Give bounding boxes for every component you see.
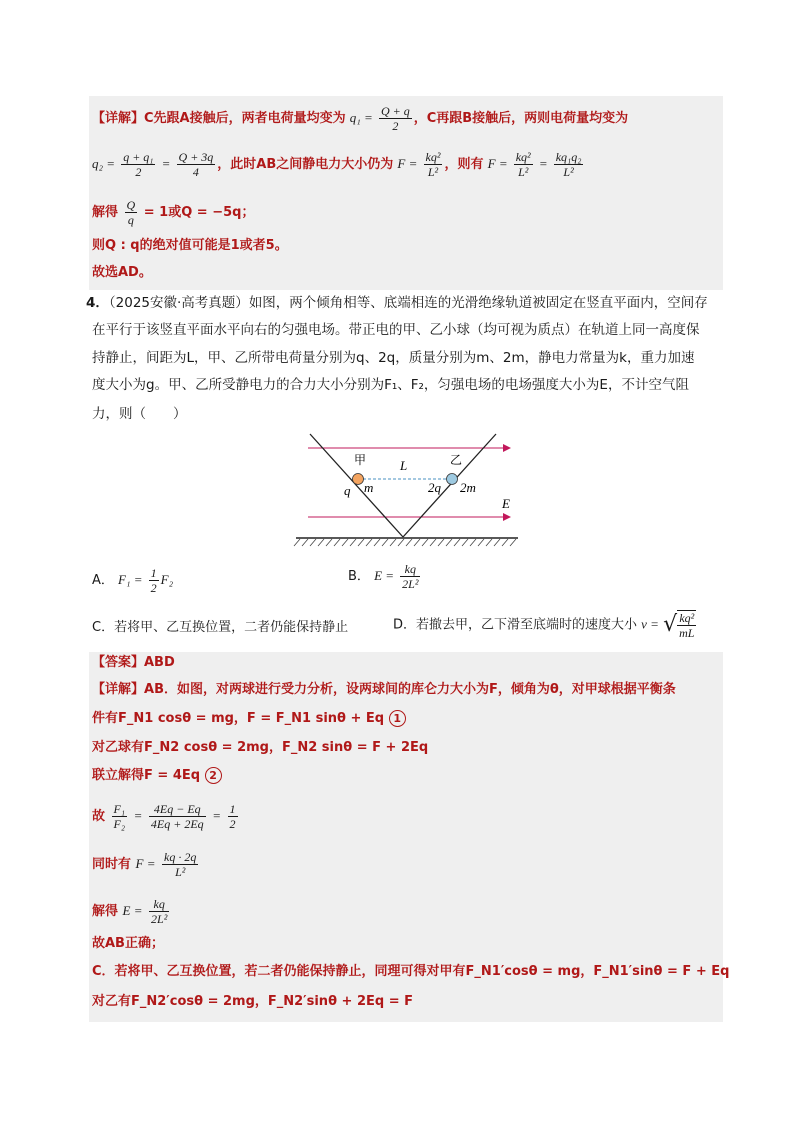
fraction: $\frac{Q + q}{2}$ bbox=[380, 104, 410, 133]
label-L: L bbox=[400, 458, 408, 473]
question-line-5: 力，则（ ） bbox=[92, 406, 187, 422]
label-m: m bbox=[364, 480, 374, 495]
prev-conclusion: 故选AD。 bbox=[92, 265, 152, 280]
answer-detail-1: 【详解】AB．如图，对两球进行受力分析，设两球间的库仑力大小为F，倾角为θ，对甲球根据平衡条 bbox=[92, 682, 676, 697]
label-q: q bbox=[344, 483, 351, 498]
answer-label: 【答案】ABD bbox=[92, 655, 175, 670]
label-yi: 乙 bbox=[450, 453, 463, 467]
answer-detail-6: 同时有 F = $\frac{kq \cdot 2q}{\text{L²}}$ bbox=[92, 850, 197, 879]
answer-detail-2: 件有F_N1 cosθ = mg，F = F_N1 sinθ + Eq 1 bbox=[92, 709, 406, 729]
track-diagram bbox=[288, 430, 528, 550]
left-track bbox=[310, 434, 403, 537]
prev-detail-line-1: 【详解】C先跟A接触后，两者电荷量均变为 q₁ = $\frac{Q + q}{2}$ ，C再跟B接触后，两则电荷量均变为 bbox=[92, 104, 629, 133]
choice-C[interactable]: C．若将甲、乙互换位置，二者仍能保持静止 bbox=[92, 620, 349, 635]
label-2q: 2q bbox=[428, 480, 441, 495]
prev-detail-line-3: 解得 $\frac{Q}{q}$ = 1或Q = −5q； bbox=[92, 198, 255, 227]
prev-detail-line-4: 则Q : q的绝对值可能是1或者5。 bbox=[92, 238, 288, 253]
choice-D[interactable]: D．若撤去甲，乙下滑至底端时的速度大小 v = √ $\frac{\text{kq²}}{mL}$ bbox=[393, 611, 695, 640]
choice-B[interactable]: B． E = $\frac{kq}{\text{2L²}}$ bbox=[348, 562, 419, 591]
question-line-4: 度大小为g。甲、乙所受静电力的合力大小分别为F₁、F₂，匀强电场的电场强度大小为E，不计空气阻 bbox=[92, 377, 689, 393]
choice-A[interactable]: A． F₁ = $\frac{1}{2}$ F₂ bbox=[92, 566, 174, 595]
answer-detail-5: 故 $\frac{\text{F₁}}{\text{F₂}}$ = $\frac{4Eq - Eq}{4Eq + 2Eq}$ = $\frac{1}{2}$ bbox=[92, 802, 236, 831]
answer-detail-4: 联立解得F = 4Eq 2 bbox=[92, 766, 222, 786]
question-line-2: 在平行于该竖直平面水平向右的匀强电场。带正电的甲、乙小球（均可视为质点）在轨道上同一高度保 bbox=[92, 322, 700, 338]
prev-detail-line-2: q₂ = $\frac{\text{q + q₁}}{2}$ = $\frac{Q + 3q}{4}$ ，此时AB之间静电力大小仍为 F = $\frac{\text{kq²}}{\text{L²}}$ ，则有 F = $\frac{\text{kq²}}{\text{L²}}$ = $\frac{\text{kq₁q₂}}{\text{L²}}$ bbox=[92, 150, 582, 179]
circled-number: 2 bbox=[205, 767, 222, 784]
answer-detail-8: 故AB正确； bbox=[92, 936, 164, 951]
question-source: （2025安徽·高考真题） bbox=[108, 295, 249, 311]
question-line-1: 4．（2025安徽·高考真题）如图，两个倾角相等、底端相连的光滑绝缘轨道被固定在竖直平面内，空间存 bbox=[86, 295, 708, 311]
ball-yi bbox=[447, 474, 458, 485]
question-line-3: 持静止，间距为L，甲、乙所带电荷量分别为q、2q，质量分别为m、2m，静电力常量为k，重力加速 bbox=[92, 350, 695, 366]
label-E: E bbox=[502, 496, 510, 511]
label-2m: 2m bbox=[460, 480, 476, 495]
detail-label: 【详解】 bbox=[92, 111, 145, 126]
ball-jia bbox=[353, 474, 364, 485]
right-track bbox=[403, 434, 496, 537]
answer-detail-10: 对乙有F_N2′cosθ = 2mg，F_N2′sinθ + 2Eq = F bbox=[92, 994, 413, 1009]
answer-detail-3: 对乙球有F_N2 cosθ = 2mg，F_N2 sinθ = F + 2Eq bbox=[92, 740, 429, 755]
circled-number: 1 bbox=[389, 710, 406, 727]
answer-detail-9: C．若将甲、乙互换位置，若二者仍能保持静止，同理可得对甲有F_N1′cosθ = mg，F_N1′sinθ = F + Eq bbox=[92, 964, 730, 979]
label-jia: 甲 bbox=[354, 453, 367, 467]
question-number: 4． bbox=[86, 295, 109, 311]
answer-detail-7: 解得 E = $\frac{kq}{\text{2L²}}$ bbox=[92, 897, 168, 926]
